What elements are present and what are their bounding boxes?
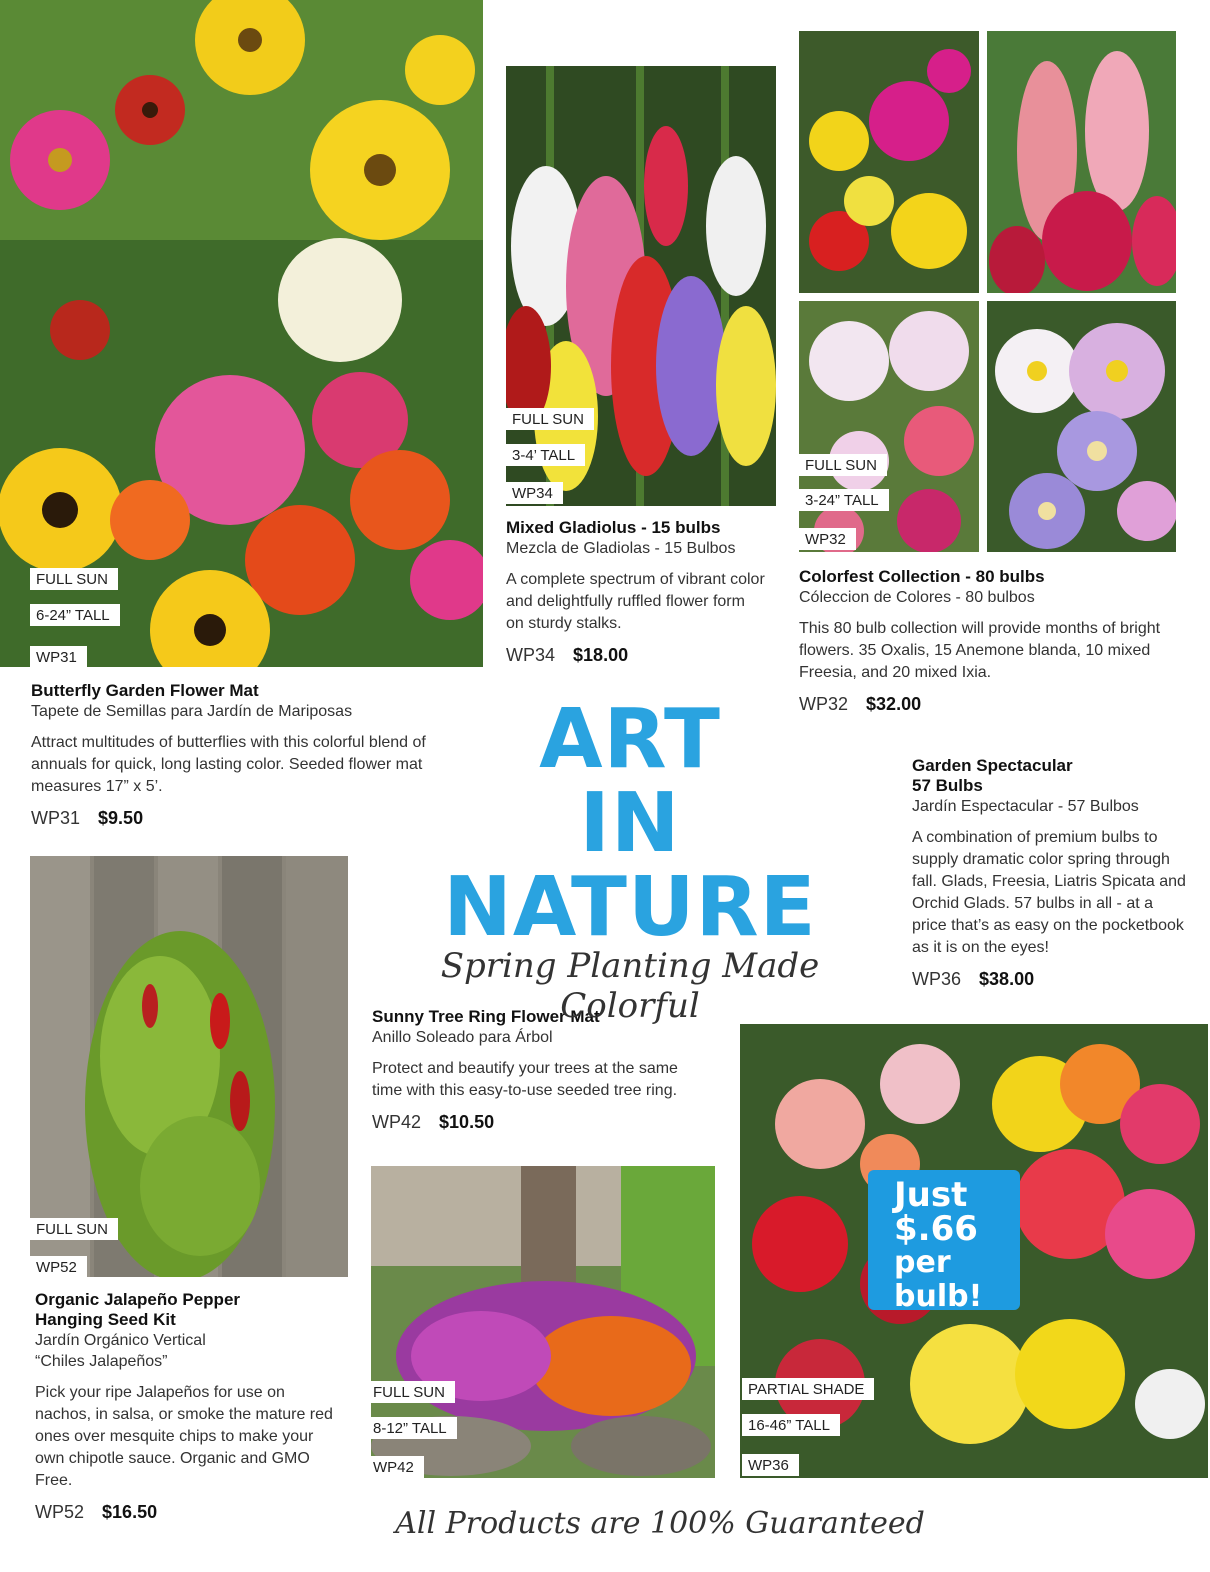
badge-line2: $.66 xyxy=(894,1209,978,1249)
wp31-subtitle: Tapete de Semillas para Jardín de Mariposas xyxy=(31,703,353,720)
wp52-sun-tag: FULL SUN xyxy=(30,1218,118,1240)
wp36-title-line2: 57 Bulbs xyxy=(912,776,983,795)
wp36-height-tag: 16-46” TALL xyxy=(742,1414,840,1436)
wp36-sku: WP36 xyxy=(912,969,962,989)
wp52-subtitle-line2: “Chiles Jalapeños” xyxy=(35,1353,168,1370)
wp36-sun-tag: PARTIAL SHADE xyxy=(742,1378,874,1400)
wp31-height-tag: 6-24” TALL xyxy=(30,604,120,626)
badge-line3: per xyxy=(894,1245,951,1280)
wp42-price: $10.50 xyxy=(439,1112,495,1132)
wp52-description: Pick your ripe Jalapeños for use on nachos, in salsa, or smoke the mature red ones over mesquite chips to make your own chipotle sauce. Organic and GMO Free. xyxy=(35,1384,333,1489)
wp34-height-tag: 3-4’ TALL xyxy=(506,444,585,466)
wp52-code-tag: WP52 xyxy=(30,1256,87,1278)
wp42-code-tag: WP42 xyxy=(367,1456,424,1478)
wp36-code-tag: WP36 xyxy=(742,1454,799,1476)
wp52-title-line1: Organic Jalapeño Pepper xyxy=(35,1290,241,1309)
wp42-subtitle: Anillo Soleado para Árbol xyxy=(372,1029,553,1046)
badge-line1: Just xyxy=(894,1175,968,1215)
wp42-sun-tag: FULL SUN xyxy=(367,1381,455,1403)
badge-line4: bulb! xyxy=(894,1279,983,1314)
colorfest-ixia-photo xyxy=(987,31,1176,293)
headline-line3: NATURE xyxy=(443,860,817,955)
wp32-sku: WP32 xyxy=(799,694,849,714)
wp32-title: Colorfest Collection - 80 bulbs xyxy=(799,567,1045,586)
headline-line2: IN xyxy=(579,776,681,871)
wp34-title: Mixed Gladiolus - 15 bulbs xyxy=(506,518,721,537)
wp31-price: $9.50 xyxy=(98,808,144,828)
wp31-sun-tag: FULL SUN xyxy=(30,568,118,590)
wp36-title-line1: Garden Spectacular xyxy=(912,756,1073,775)
wp52-price: $16.50 xyxy=(102,1502,158,1522)
wp42-title: Sunny Tree Ring Flower Mat xyxy=(372,1007,600,1026)
headline-tagline: Spring Planting Made Colorful xyxy=(440,946,820,1026)
wp34-description: A complete spectrum of vibrant color and delightfully ruffled flower form on sturdy stalks. xyxy=(506,571,765,632)
wp32-price: $32.00 xyxy=(866,694,922,714)
product-wp32 xyxy=(799,567,1179,715)
wp32-description: This 80 bulb collection will provide months of bright flowers. 35 Oxalis, 15 Anemone blanda, 10 mixed Freesia, and 20 mixed Ixia. xyxy=(799,620,1161,681)
art-in-nature-headline xyxy=(370,692,890,1026)
wp31-description: Attract multitudes of butterflies with this colorful blend of annuals for quick, long lasting color. Seeded flower mat measures 17” x 5’. xyxy=(31,734,426,795)
wp34-code-tag: WP34 xyxy=(506,482,563,504)
wp52-sku: WP52 xyxy=(35,1502,85,1522)
wp36-price: $38.00 xyxy=(979,969,1035,989)
wp36-description: A combination of premium bulbs to supply dramatic color spring through fall. Glads, Freesia, Liatris Spicata and Orchid Glads. 57 bulbs in all - at a price that’s as easy on the pocketbook as it is on the eyes! xyxy=(912,829,1186,956)
wp32-subtitle: Cóleccion de Colores - 80 bulbos xyxy=(799,589,1035,606)
guarantee-footer: All Products are 100% Guaranteed xyxy=(395,1506,925,1541)
gladiolus-photo xyxy=(506,66,776,506)
wp31-code-tag: WP31 xyxy=(30,646,87,668)
wp52-title-line2: Hanging Seed Kit xyxy=(35,1310,176,1329)
wp31-sku: WP31 xyxy=(31,808,81,828)
product-wp36 xyxy=(912,756,1187,990)
wp34-price: $18.00 xyxy=(573,645,629,665)
wp32-height-tag: 3-24” TALL xyxy=(799,489,889,511)
colorfest-anemone-photo xyxy=(987,301,1176,552)
wp34-subtitle: Mezcla de Gladiolas - 15 Bulbos xyxy=(506,540,736,557)
colorfest-freesia-photo xyxy=(799,31,979,293)
product-wp34 xyxy=(506,518,766,666)
wp52-price-line xyxy=(35,1502,345,1523)
wp42-price-line xyxy=(372,1112,682,1133)
colorfest-oxalis-photo xyxy=(799,301,979,552)
wp34-sku: WP34 xyxy=(506,645,556,665)
jalapeno-photo xyxy=(30,856,348,1277)
butterfly-garden-photo xyxy=(0,0,483,667)
wp42-height-tag: 8-12” TALL xyxy=(367,1417,457,1439)
price-per-bulb-badge xyxy=(868,1170,1020,1314)
headline-line1: ART xyxy=(539,692,721,787)
wp32-code-tag: WP32 xyxy=(799,528,856,550)
wp34-sun-tag: FULL SUN xyxy=(506,408,594,430)
wp42-sku: WP42 xyxy=(372,1112,422,1132)
wp36-price-line xyxy=(912,969,1187,990)
wp32-sun-tag: FULL SUN xyxy=(799,454,887,476)
wp52-subtitle-line1: Jardín Orgánico Vertical xyxy=(35,1332,206,1349)
wp36-subtitle: Jardín Espectacular - 57 Bulbos xyxy=(912,798,1139,815)
wp31-title: Butterfly Garden Flower Mat xyxy=(31,681,259,700)
product-wp52 xyxy=(35,1290,345,1523)
wp42-description: Protect and beautify your trees at the same time with this easy-to-use seeded tree ring. xyxy=(372,1060,678,1099)
wp34-price-line xyxy=(506,645,766,666)
